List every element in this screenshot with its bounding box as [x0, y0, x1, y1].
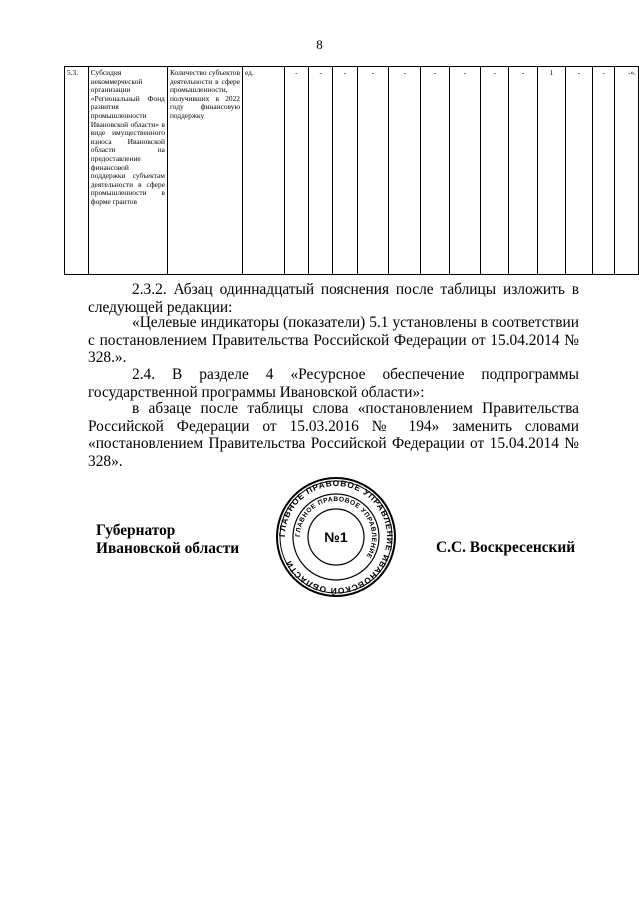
- row-name: Субсидия некоммерческой организации «Региональный Фонд развития промышленности Ивановской области» в виде имущественного взноса Ивановской области на предоставление финансовой поддержки субъектам деятельности в сфере промышленности в форме грантов: [88, 67, 167, 275]
- seal-inner-text: ГЛАВНОЕ ПРАВОВОЕ УПРАВЛЕНИЕ: [294, 495, 378, 560]
- paragraph-quote: «Целевые индикаторы (показатели) 5.1 установлены в соответствии с постановлением Правительства Российской Федерации от 15.04.2014 № 328.».: [88, 314, 579, 366]
- row-value-1: -: [284, 67, 308, 275]
- table-row: [65, 67, 639, 275]
- row-value-4: -: [357, 67, 388, 275]
- row-value-6: -: [421, 67, 450, 275]
- row-number: 5.3.: [65, 67, 89, 275]
- official-seal: [276, 474, 396, 600]
- seal-number: №1: [324, 529, 348, 545]
- row-value-2: -: [309, 67, 333, 275]
- row-value-8: -: [481, 67, 509, 275]
- row-value-3: -: [333, 67, 357, 275]
- signature-title-line1: Губернатор: [96, 522, 176, 539]
- signature-title-line2: Ивановской области: [96, 539, 240, 557]
- row-value-12: -: [592, 67, 615, 275]
- signature-name: С.С. Воскресенский: [436, 539, 576, 556]
- row-value-7: -: [449, 67, 480, 275]
- seal-outer-text: ГЛАВНОЕ ПРАВОВОЕ УПРАВЛЕНИЕ ИВАНОВСКОЙ ОБЛАСТИ: [276, 477, 396, 597]
- indicators-table: [64, 66, 639, 275]
- row-indicator: Количество субъектов деятельности в сфере промышленности, получивших в 2022 году финансовую поддержку: [167, 67, 242, 275]
- row-value-5: -: [389, 67, 421, 275]
- row-value-9: -: [509, 67, 538, 275]
- paragraph-2-4: 2.4. В разделе 4 «Ресурсное обеспечение подпрограммы государственной программы Ивановской области»:: [88, 366, 579, 401]
- row-value-10: 1: [537, 67, 565, 275]
- row-unit: ед.: [243, 67, 285, 275]
- page-number: 8: [316, 37, 323, 52]
- paragraph-replace: в абзаце после таблицы слова «постановлением Правительства Российской Федерации от 15.03.2016 № 194» заменить словами «постановлением Правительства Российской Федерации от 15.04.2014 № 328».: [88, 400, 579, 470]
- paragraph-2-3-2: 2.3.2. Абзац одиннадцатый пояснения после таблицы изложить в следующей редакции:: [88, 281, 579, 316]
- signature-title: [96, 522, 239, 557]
- row-value-11: -: [565, 67, 592, 275]
- row-value-13: -».: [615, 67, 639, 275]
